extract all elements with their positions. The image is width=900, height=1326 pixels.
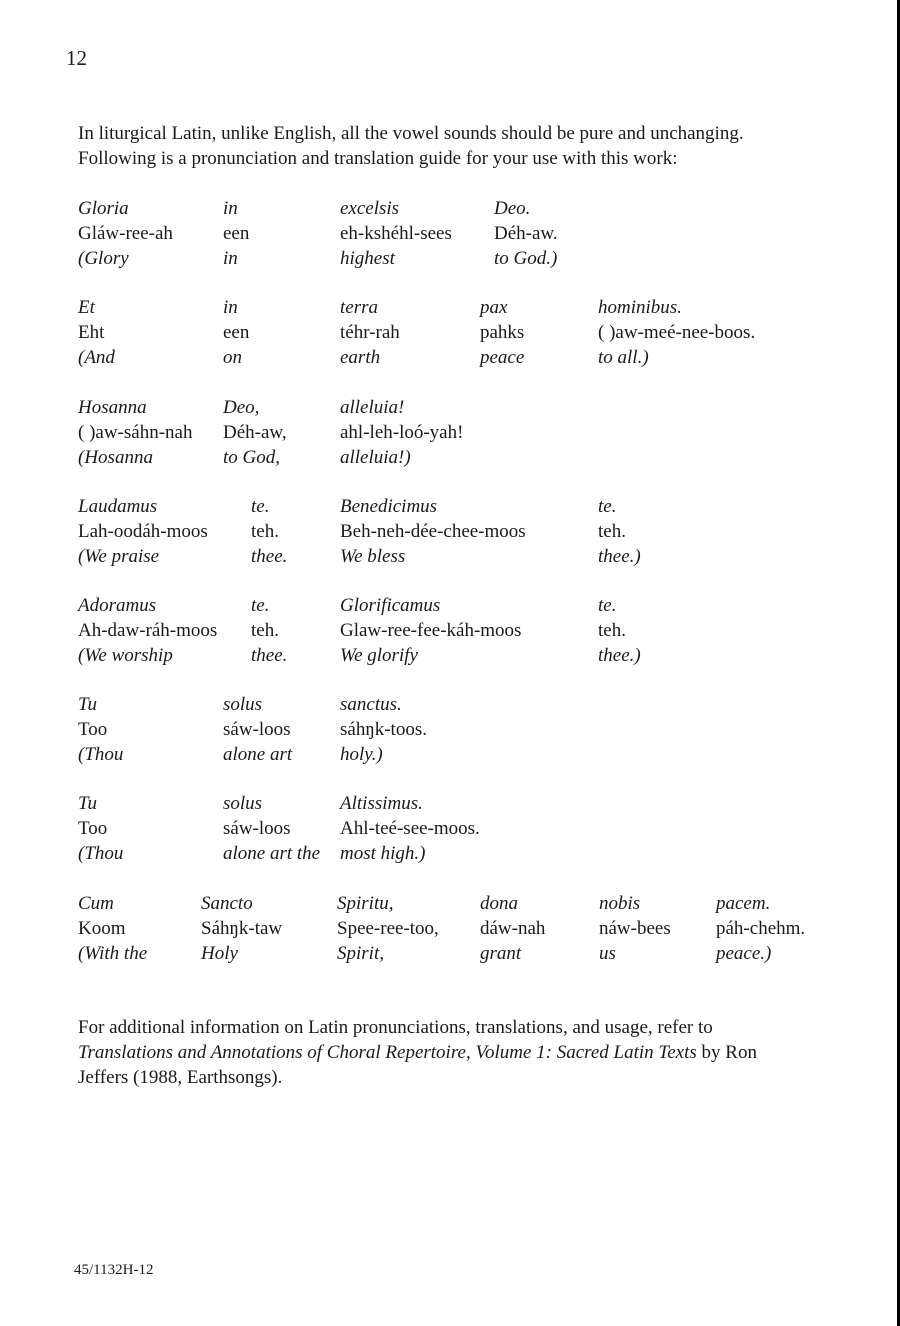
word: páh-chehm. xyxy=(716,918,806,939)
word: grant xyxy=(480,943,522,964)
word: Tu xyxy=(78,694,98,715)
word: teh. xyxy=(598,620,626,641)
word: Deo. xyxy=(494,198,531,219)
word: pax xyxy=(480,297,508,318)
word: Spee-ree-too, xyxy=(337,918,439,939)
word: (With the xyxy=(78,943,148,964)
reference-line-3: Jeffers (1988, Earthsongs). xyxy=(78,1067,283,1088)
word: excelsis xyxy=(340,198,400,219)
word: te. xyxy=(598,496,617,517)
word: ahl-leh-loó-yah! xyxy=(340,422,464,443)
word: terra xyxy=(340,297,378,318)
word: peace.) xyxy=(716,943,772,964)
word: in xyxy=(223,198,238,219)
word: alone art xyxy=(223,744,293,765)
word: on xyxy=(223,347,242,368)
reference-note xyxy=(78,1015,838,1090)
word: Altissimus. xyxy=(340,793,423,814)
word: to all.) xyxy=(598,347,649,368)
book-title: Translations and Annotations of Choral Repertoire, Volume 1: Sacred Latin Texts xyxy=(78,1042,697,1063)
word: thee. xyxy=(251,546,288,567)
word: Koom xyxy=(78,918,126,939)
word: to God, xyxy=(223,447,280,468)
word: alone art the xyxy=(223,843,321,864)
word: te. xyxy=(251,496,270,517)
word: (We praise xyxy=(78,546,160,567)
word: hominibus. xyxy=(598,297,682,318)
word: (Hosanna xyxy=(78,447,153,468)
word: Benedicimus xyxy=(340,496,438,517)
word: Gloria xyxy=(78,198,129,219)
word: Deo, xyxy=(223,397,260,418)
word: Spirit, xyxy=(337,943,384,964)
word: Adoramus xyxy=(78,595,157,616)
word: sáhŋk-toos. xyxy=(340,719,427,740)
word: (And xyxy=(78,347,115,368)
word: ( )aw-sáhn-nah xyxy=(78,422,193,443)
word: thee.) xyxy=(598,546,641,567)
word: in xyxy=(223,248,238,269)
word: Et xyxy=(78,297,95,318)
word: pacem. xyxy=(716,893,771,914)
word: een xyxy=(223,223,250,244)
word: dona xyxy=(480,893,518,914)
word: Ah-daw-ráh-moos xyxy=(78,620,218,641)
word: We bless xyxy=(340,546,406,567)
word: peace xyxy=(480,347,525,368)
word: most high.) xyxy=(340,843,426,864)
word: alleluia! xyxy=(340,397,405,418)
word: te. xyxy=(598,595,617,616)
word: Tu xyxy=(78,793,98,814)
word: thee. xyxy=(251,645,288,666)
word: Glorificamus xyxy=(340,595,441,616)
word: nobis xyxy=(599,893,641,914)
word: Spiritu, xyxy=(337,893,394,914)
word: teh. xyxy=(251,521,279,542)
word: sáw-loos xyxy=(223,719,291,740)
word: sanctus. xyxy=(340,694,402,715)
word: Sáhŋk-taw xyxy=(201,918,283,939)
word: te. xyxy=(251,595,270,616)
intro-line-2: Following is a pronunciation and translation guide for your use with this work: xyxy=(78,148,678,169)
word: een xyxy=(223,322,250,343)
word: Too xyxy=(78,719,108,740)
word: Glaw-ree-fee-káh-moos xyxy=(340,620,522,641)
word: Hosanna xyxy=(78,397,147,418)
word: Ahl-teé-see-moos. xyxy=(340,818,480,839)
word: Gláw-ree-ah xyxy=(78,223,173,244)
word: us xyxy=(599,943,616,964)
word: Sancto xyxy=(201,893,253,914)
intro-paragraph xyxy=(78,121,838,171)
word: We glorify xyxy=(340,645,418,666)
word: in xyxy=(223,297,238,318)
word: Cum xyxy=(78,893,114,914)
word: solus xyxy=(223,694,263,715)
intro-line-1: In liturgical Latin, unlike English, all the vowel sounds should be pure and unchanging. xyxy=(78,123,744,144)
word: Lah-oodáh-moos xyxy=(78,521,208,542)
word: teh. xyxy=(598,521,626,542)
word: Holy xyxy=(201,943,238,964)
word: Déh-aw. xyxy=(494,223,558,244)
word: sáw-loos xyxy=(223,818,291,839)
word: thee.) xyxy=(598,645,641,666)
word: náw-bees xyxy=(599,918,671,939)
word: (We worship xyxy=(78,645,173,666)
reference-author-start: by Ron xyxy=(696,1042,757,1063)
page-number: 12 xyxy=(66,46,87,70)
word: (Thou xyxy=(78,843,124,864)
word: Eht xyxy=(78,322,105,343)
word: alleluia!) xyxy=(340,447,411,468)
word: (Glory xyxy=(78,248,129,269)
word: solus xyxy=(223,793,263,814)
word: téhr-rah xyxy=(340,322,400,343)
word: teh. xyxy=(251,620,279,641)
word: (Thou xyxy=(78,744,124,765)
catalog-code: 45/1132H-12 xyxy=(74,1262,154,1278)
word: dáw-nah xyxy=(480,918,546,939)
word: Déh-aw, xyxy=(223,422,287,443)
word: pahks xyxy=(480,322,525,343)
word: highest xyxy=(340,248,395,269)
reference-line-2 xyxy=(78,1040,838,1065)
word: earth xyxy=(340,347,381,368)
word: holy.) xyxy=(340,744,383,765)
word: Too xyxy=(78,818,108,839)
word: eh-kshéhl-sees xyxy=(340,223,452,244)
word: ( )aw-meé-nee-boos. xyxy=(598,322,756,343)
reference-line-1: For additional information on Latin pronunciations, translations, and usage, refer to xyxy=(78,1017,713,1038)
word: Laudamus xyxy=(78,496,158,517)
word: Beh-neh-dée-chee-moos xyxy=(340,521,526,542)
word: to God.) xyxy=(494,248,558,269)
